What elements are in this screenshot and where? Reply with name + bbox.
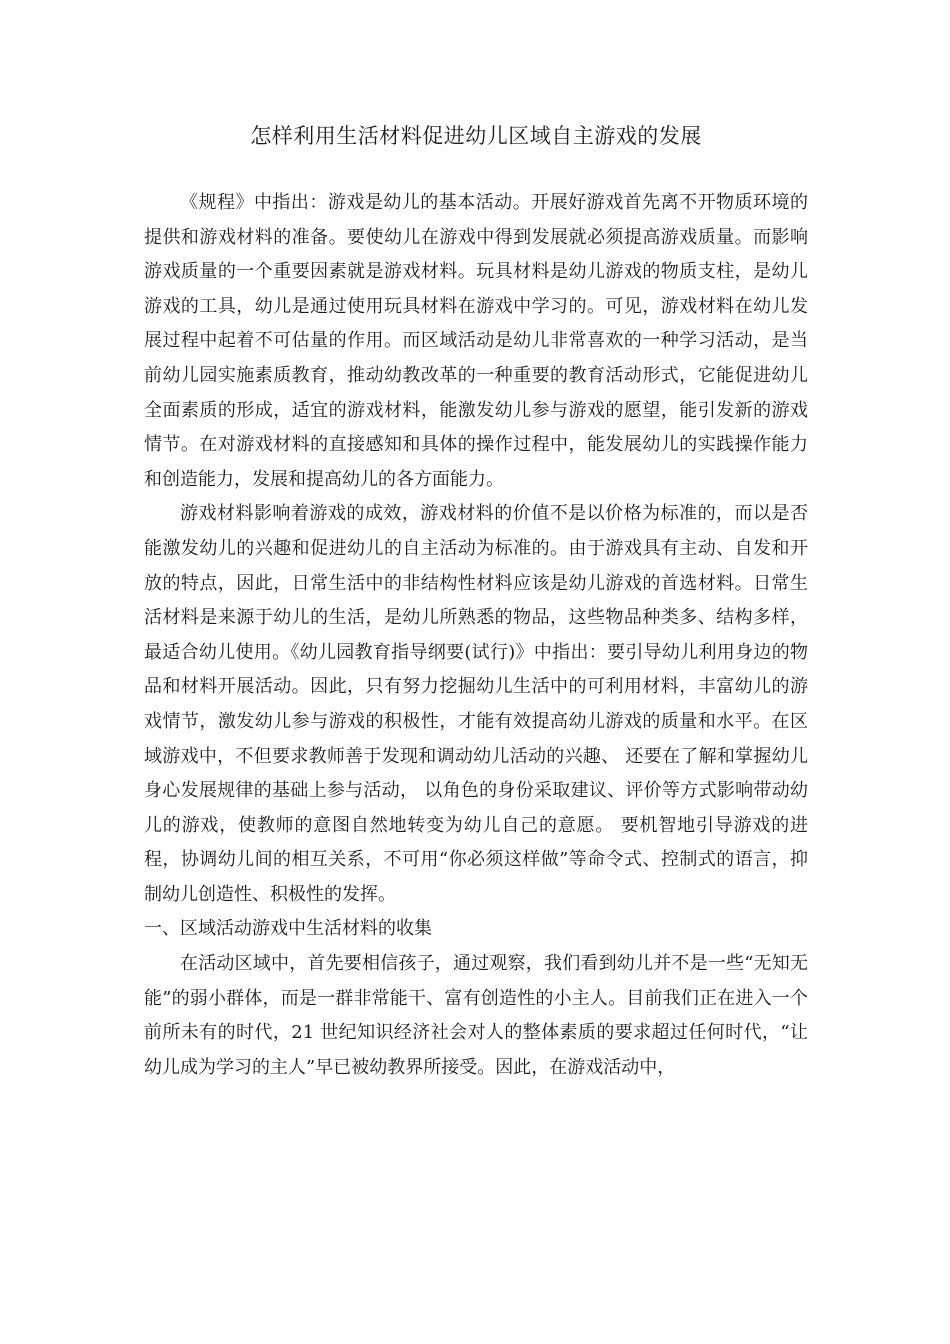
paragraph-2: 游戏材料影响着游戏的成效，游戏材料的价值不是以价格为标准的，而以是否能激发幼儿的兴趣和促进幼儿的自主活动为标准的。由于游戏具有主动、自发和开放的特点，因此，日常生活中的非结构性材料应该是幼儿游戏的首选材料。日常生活材料是来源于幼儿的生活，是幼儿所熟悉的物品，这些物品种类多、结构多样，最适合幼儿使用。《幼儿园教育指导纲要(试行)》中指出：要引导幼儿利用身边的物品和材料开展活动。因此，只有努力挖掘幼儿生活中的可利用材料，丰富幼儿的游戏情节，激发幼儿参与游戏的积极性，才能有效提高幼儿游戏的质量和水平。在区域游戏中，不但要求教师善于发现和调动幼儿活动的兴趣、 还要在了解和掌握幼儿身心发展规律的基础上参与活动， 以角色的身份采取建议、评价等方式影响带动幼儿的游戏，使教师的意图自然地转变为幼儿自己的意愿。 要机智地引导游戏的进程，协调幼儿间的相互关系，不可用“你必须这样做”等命令式、控制式的语言，抑制幼儿创造性、积极性的发挥。 (144, 503, 808, 905)
paragraph-1: 《规程》中指出：游戏是幼儿的基本活动。开展好游戏首先离不开物质环境的提供和游戏材料的准备。要使幼儿在游戏中得到发展就必须提高游戏质量。而影响游戏质量的一个重要因素就是游戏材料。玩具材料是幼儿游戏的物质支柱，是幼儿游戏的工具，幼儿是通过使用玩具材料在游戏中学习的。可见，游戏材料在幼儿发展过程中起着不可估量的作用。而区域活动是幼儿非常喜欢的一种学习活动，是当前幼儿园实施素质教育，推动幼教改革的一种重要的教育活动形式，它能促进幼儿全面素质的形成，适宜的游戏材料，能激发幼儿参与游戏的愿望，能引发新的游戏情节。在对游戏材料的直接感知和具体的操作过程中，能发展幼儿的实践操作能力和创造能力，发展和提高幼儿的各方面能力。 (144, 192, 808, 490)
document-title: 怎样利用生活材料促进幼儿区域自主游戏的发展 (250, 124, 702, 148)
section-paragraph: 在活动区域中，首先要相信孩子，通过观察，我们看到幼儿并不是一些“无知无能”的弱小群体，而是一群非常能干、富有创造性的小主人。目前我们正在进入一个前所未有的时代，21 世纪知识经济社会对人的整体素质的要求超过任何时代，“让幼儿成为学习的主人”早已被幼教界所接受。因此，在游戏活动中， (144, 953, 808, 1078)
section-heading: 一、区域活动游戏中生活材料的收集 (144, 918, 432, 940)
document-page (144, 118, 808, 1085)
